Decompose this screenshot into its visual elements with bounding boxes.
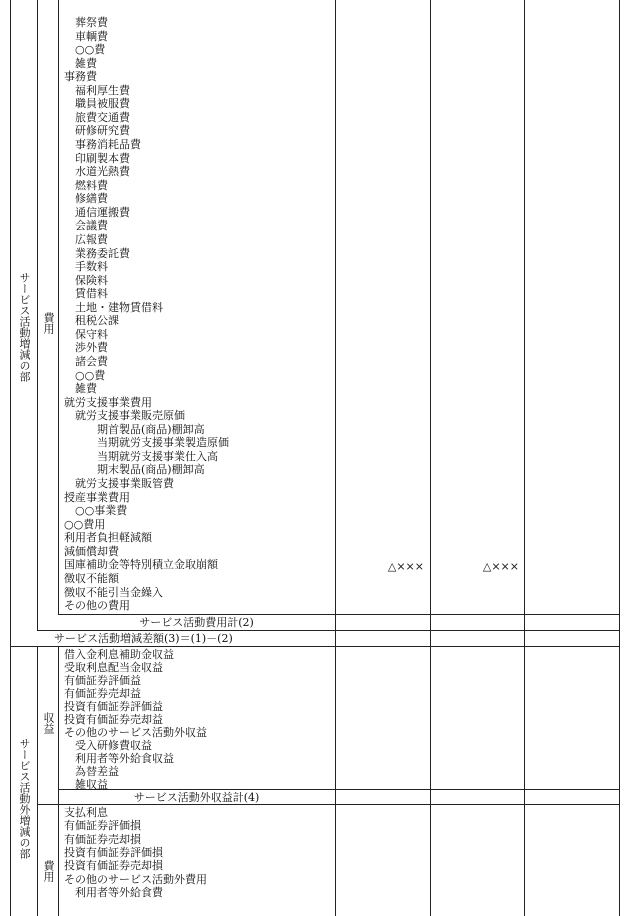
grid-line [58,0,59,614]
account-row: 印刷製本費 [75,151,130,165]
account-row: 燃料費 [75,178,108,192]
account-row: 利用者等外給食収益 [75,752,174,765]
grid-line [10,0,11,916]
account-row: 期首製品(商品)棚卸高 [97,422,205,436]
account-row: 雑費 [75,382,97,396]
grid-line [10,646,620,647]
account-row: その他の費用 [64,599,130,613]
account-row: 旅費交通費 [75,110,130,124]
service-expense-subtotal: サービス活動費用計(2) [139,616,254,629]
account-row: その他のサービス活動外費用 [64,872,207,886]
account-row: 利用者等外給食費 [75,885,163,899]
account-row: 諸会費 [75,355,108,368]
account-row: 保守料 [75,327,108,341]
account-row: 就労支援事業販売原価 [75,409,185,423]
expense-label: 費用 [42,860,55,882]
grid-line [524,0,525,916]
account-row: 投資有価証券売却損 [64,859,163,873]
service-activity-difference: サービス活動増減差額(3)＝(1)－(2) [54,632,233,645]
account-row: 利用者負担軽減額 [64,531,152,545]
grid-line [430,0,431,916]
account-row: 福利厚生費 [75,83,130,97]
account-row: 賃借料 [75,287,108,301]
account-row: 減価償却費 [64,544,119,558]
account-row: 投資有価証券評価損 [64,845,163,859]
account-row: 就労支援事業費用 [64,395,152,409]
grid-line [37,630,620,631]
reversal-value: △××× [387,560,424,573]
account-row: 受入研修費収益 [75,739,152,752]
section-label-non-service-activity: サービス活動外増減の部 [18,738,31,859]
grid-line [58,646,59,916]
account-row: 徴収不能額 [64,571,119,585]
account-row: 業務委託費 [75,246,130,260]
account-row: 租税公課 [75,314,119,328]
account-row: 期末製品(商品)棚卸高 [97,463,205,477]
account-row: 修繕費 [75,192,108,206]
account-row: ○○費 [75,368,106,382]
account-row: 職員被服費 [75,97,130,111]
account-row: 借入金利息補助金収益 [64,648,174,661]
account-row: 授産事業費用 [64,490,130,504]
account-row: 国庫補助金等特別積立金取崩額 [64,558,218,572]
grid-line [335,0,336,916]
account-row: 保険料 [75,273,108,287]
account-row: 受取利息配当金収益 [64,661,163,674]
account-row: 手数料 [75,260,108,274]
account-row: 水道光熱費 [75,165,130,179]
account-row: 広報費 [75,232,108,246]
account-row: 渉外費 [75,341,108,355]
grid-line [37,0,38,630]
account-row: 雑費 [75,56,97,70]
account-row: 投資有価証券評価益 [64,700,163,713]
account-row: 当期就労支援事業仕入高 [97,449,218,463]
account-row: 有価証券評価損 [64,819,141,833]
account-row: 有価証券売却益 [64,687,141,700]
grid-line [58,789,620,790]
account-row: その他のサービス活動外収益 [64,726,207,739]
grid-line [37,646,38,916]
account-row: 事務費 [64,70,97,84]
income-label: 収益 [42,712,55,734]
account-row: ○○費用 [64,517,106,531]
account-row: 土地・建物賃借料 [75,300,163,314]
expense-label: 費用 [42,312,55,334]
account-row: 雑収益 [75,778,108,791]
account-row: 葬祭費 [75,16,108,29]
grid-line [619,0,620,916]
section-label-service-activity: サービス活動増減の部 [18,272,31,382]
account-row: 就労支援事業販管費 [75,477,174,491]
account-row: 通信運搬費 [75,205,130,219]
grid-line [58,614,620,615]
account-row: 支払利息 [64,806,108,819]
reversal-value: △××× [482,560,519,573]
account-row: 有価証券売却損 [64,832,141,846]
account-row: 事務消耗品費 [75,138,141,152]
non-service-income-subtotal: サービス活動外収益計(4) [133,791,260,804]
account-row: ○○費 [75,43,106,57]
account-row: 車輌費 [75,29,108,43]
account-row: 為替差益 [75,765,119,778]
account-row: 投資有価証券売却益 [64,713,163,726]
account-row: 有価証券評価益 [64,674,141,687]
account-row: ○○事業費 [75,504,128,518]
account-row: 徴収不能引当金繰入 [64,585,163,599]
account-row: 研修研究費 [75,124,130,138]
account-row: 当期就労支援事業製造原価 [97,436,229,450]
account-row: 会議費 [75,219,108,233]
